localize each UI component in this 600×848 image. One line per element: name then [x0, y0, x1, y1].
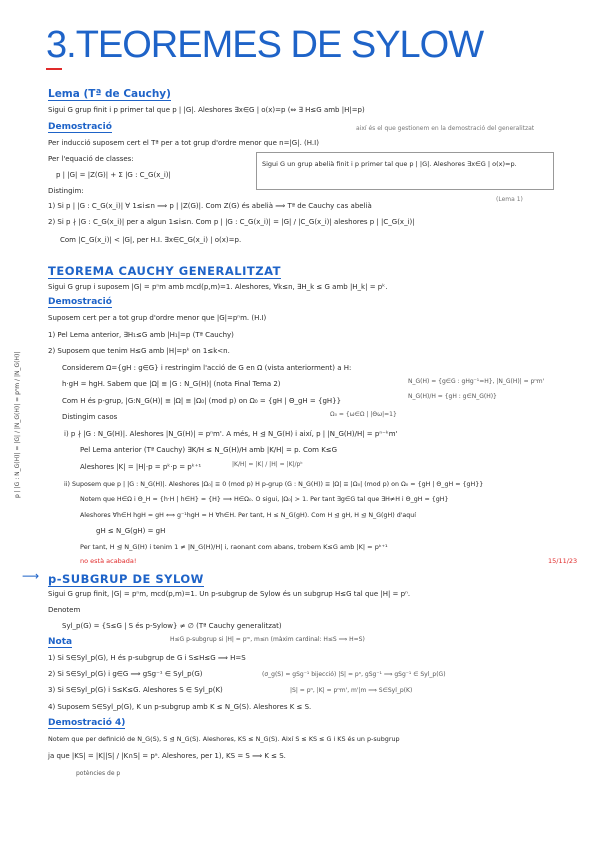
lema-statement: Sigui G grup finit i p primer tal que p | |G|. Aleshores ∃x∈G | o(x)=p (⇔ ∃ H≤G amb |H|=p): [48, 106, 365, 114]
cauchy-heading: TEOREMA CAUCHY GENERALITZAT: [48, 264, 281, 278]
lema-case1: 1) Si p | |G : C_G(x_i)| ∀ 1≤i≤n ⟹ p | |Z(G)|. Com Z(G) és abelià ⟹ Tª de Cauchy cas abelià: [48, 202, 372, 210]
sylow-n2: 2) Si S∈Syl_p(G) i g∈G ⟹ gSg⁻¹ ∈ Syl_p(G): [48, 670, 203, 678]
lema1-box-label: (Lema 1): [496, 196, 523, 203]
cauchy-caseII-d: gH ≤ N_G(gH) = gH: [96, 527, 166, 535]
cauchy-caseI-note: |K/H| = |K| / |H| = |K|/pᵏ: [232, 461, 303, 468]
cauchy-caseII-c: Aleshores ∀h∈H hgH = gH ⟺ g⁻¹hgH = H ∀h∈H. Per tant, H ≤ N_G(gH). Com H ⊴ gH, H ⊴ N_G(gH) d'aquí: [80, 512, 417, 519]
cauchy-line1: Suposem cert per a tot grup d'ordre menor que |G|=pⁿm. (H.I): [48, 314, 267, 322]
lema-induccio: Per inducció suposem cert el Tª per a tot grup d'ordre menor que n=|G|. (H.I): [48, 139, 319, 147]
cauchy-side-2: N_G(H)/H = {gH : g∈N_G(H)}: [408, 393, 497, 400]
lema-demo-note: així és el que gestionem en la demostració del generalitzat: [356, 125, 535, 132]
cauchy-step2c: Com H és p-grup, |G:N_G(H)| ≡ |Ω| ≡ |Ω₀| (mod p) on Ω₀ = {gH | Θ_gH = {gH}}: [62, 397, 342, 405]
sylow-syl: Syl_p(G) = {S≤G | S és p-Sylow} ≠ ∅ (Tª Cauchy generalitzat): [62, 622, 282, 630]
sylow-d-note: potències de p: [76, 770, 121, 777]
arrow-icon: ⟶: [22, 569, 40, 583]
sylow-n2-note: (σ_g(S) = gSg⁻¹ bijecció) |S| = pⁿ, gSg⁻¹ ⟹ gSg⁻¹ ∈ Syl_p(G): [262, 671, 446, 678]
sylow-n1: 1) Si S∈Syl_p(G), H és p-subgrup de G i S≤H≤G ⟹ H=S: [48, 654, 246, 662]
sylow-nota-note: H≤G p-subgrup si |H| = pᵐ, m≤n (màxim cardinal: H≤S ⟹ H=S): [170, 636, 365, 643]
lema1-box-text: Sigui G un grup abelià finit i p primer tal que p | |G|. Aleshores ∃x∈G | o(x)=p.: [262, 160, 517, 168]
sylow-heading: p-SUBGRUP DE SYLOW: [48, 572, 204, 586]
sylow-n3: 3) Si S∈Syl_p(G) i S≤K≤G. Aleshores S ∈ Syl_p(K): [48, 686, 223, 694]
cauchy-statement: Sigui G grup i suposem |G| = pⁿm amb mcd(p,m)=1. Aleshores, ∀k≤n, ∃H_k ≤ G amb |H_k| = pᵏ.: [48, 283, 388, 291]
sylow-demo-heading: Demostració 4): [48, 718, 126, 728]
cauchy-step2a: Considerem Ω={gH : g∈G} i restringim l'acció de G en Ω (vista anteriorment) a H:: [62, 364, 352, 372]
lema-equation: p | |G| = |Z(G)| + Σ |G : C_G(x_i)|: [56, 171, 171, 179]
sylow-statement: Sigui G grup finit, |G| = pⁿm, mcd(p,m)=1. Un p-subgrup de Sylow és un subgrup H≤G tal que |H| = pⁿ.: [48, 590, 411, 598]
cauchy-side-3: Ω₀ = {ω∈Ω | |Θω|=1}: [330, 411, 397, 418]
cauchy-date: 15/11/23: [548, 557, 578, 565]
lema-demo-heading: Demostració: [48, 122, 112, 132]
sylow-d2: ja que |KS| = |K||S| / |K∩S| = pᵃ. Aleshores, per 1), KS = S ⟹ K ≤ S.: [48, 752, 286, 760]
page-title: 3.TEOREMES DE SYLOW: [46, 24, 484, 66]
title-accent: [46, 68, 62, 70]
cauchy-step1: 1) Pel Lema anterior, ∃H₁≤G amb |H₁|=p (Tª Cauchy): [48, 331, 234, 339]
lema-classes: Per l'equació de classes:: [48, 155, 134, 163]
cauchy-distingim: Distingim casos: [62, 413, 118, 421]
sylow-n4: 4) Suposem S∈Syl_p(G), K un p-subgrup amb K ≤ N_G(S). Aleshores K ≤ S.: [48, 703, 312, 711]
sylow-nota-heading: Nota: [48, 637, 73, 647]
cauchy-step2: 2) Suposem que tenim H≤G amb |H|=pᵏ on 1≤k<n.: [48, 347, 230, 355]
cauchy-caseII-b: Notem que H∈Ω i Θ_H = {h·H | h∈H} = {H} ⟹ H∈Ω₀. O sigui, |Ω₀| > 1. Per tant ∃g∈G tal que ∃H≠H i Θ_gH = {gH}: [80, 496, 449, 503]
cauchy-side-1: N_G(H) = {g∈G : gHg⁻¹=H}, |N_G(H)| = pⁿm': [408, 378, 545, 385]
cauchy-caseII-e: Per tant, H ⊴ N_G(H) i tenim 1 ≠ |N_G(H)/H| i, raonant com abans, trobem K≤G amb |K| = pᵏ⁺¹: [80, 543, 388, 551]
cauchy-caseI-c: Aleshores |K| = |H|·p = pᵏ·p = pᵏ⁺¹: [80, 463, 202, 471]
sylow-n3-note: |S| = pⁿ, |K| = pⁿm', m'|m ⟹ S∈Syl_p(K): [290, 687, 413, 694]
cauchy-red-note: no està acabada!: [80, 557, 137, 565]
lema-heading: Lema (Tª de Cauchy): [48, 88, 171, 100]
cauchy-caseII: ii) Suposem que p | |G : N_G(H)|. Aleshores |Ω₀| ≡ 0 (mod p) H p-grup (G : N_G(H)) ≡ |Ω| ≡ |Ω₀| (mod p) on Ω₀ = {gH | Θ_gH = {gH}}: [64, 481, 484, 488]
cauchy-margin-note: p | |G : N_G(H)| = |G| / |N_G(H)| = pⁿm / |N_G(H)|: [14, 351, 21, 498]
cauchy-step2b: h·gH = hgH. Sabem que |Ω| ≡ |G : N_G(H)| (nota Final Tema 2): [62, 380, 281, 388]
sylow-denotem: Denotem: [48, 606, 81, 614]
cauchy-caseI-b: Pel Lema anterior (Tª Cauchy) ∃K/H ≤ N_G(H)/H amb |K/H| = p. Com K≤G: [80, 446, 338, 454]
cauchy-caseI: i) p ∤ |G : N_G(H)|. Aleshores |N_G(H)| = pⁿm'. A més, H ⊴ N_G(H) i així, p | |N_G(H)/H| = pⁿ⁻ᵏm': [64, 430, 398, 438]
lema-distingim: Distingim:: [48, 187, 84, 195]
lema-case2b: Com |C_G(x_i)| < |G|, per H.I. ∃x∈C_G(x_i) | o(x)=p.: [60, 236, 242, 244]
sylow-d1: Notem que per definició de N_G(S), S ⊴ N_G(S). Aleshores, KS ≤ N_G(S). Així S ≤ KS ≤ G i KS és un p-subgrup: [48, 735, 400, 743]
cauchy-demo-heading: Demostració: [48, 297, 112, 307]
lema-case2: 2) Si p ∤ |G : C_G(x_i)| per a algun 1≤i≤n. Com p | |G : C_G(x_i)| = |G| / |C_G(x_i)| aleshores p | |C_G(x_i)|: [48, 218, 415, 226]
